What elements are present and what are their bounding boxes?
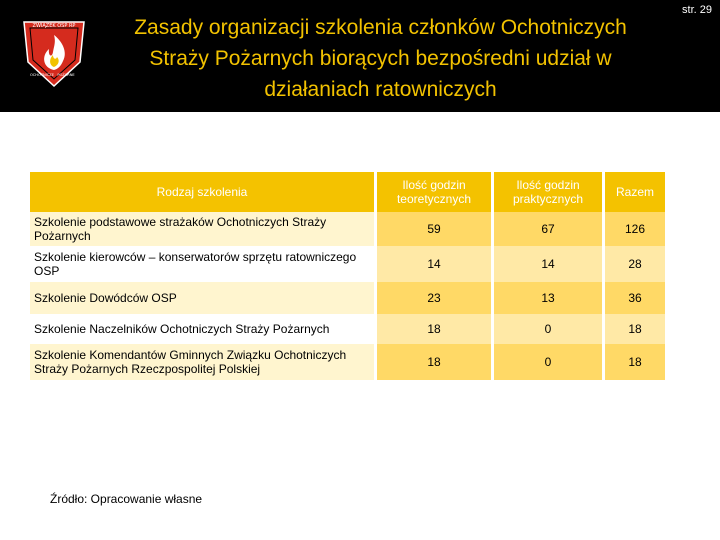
cell-total: 18 xyxy=(604,314,666,344)
cell-total: 18 xyxy=(604,344,666,380)
table-header-row xyxy=(30,172,665,212)
header-cell-type: Rodzaj szkolenia xyxy=(30,172,376,212)
logo-bottom-right-text: POŻARNE xyxy=(57,73,75,77)
table-row xyxy=(30,246,665,282)
cell-theory: 59 xyxy=(376,212,493,246)
logo-bottom-left-text: OCHOTNICZE xyxy=(29,73,55,77)
header-cell-theory: Ilość godzin teoretycznych xyxy=(376,172,493,212)
cell-total: 28 xyxy=(604,246,666,282)
header-cell-total: Razem xyxy=(604,172,666,212)
cell-theory: 18 xyxy=(376,314,493,344)
page-title: Zasady organizacji szkolenia członków Ochotniczych Straży Pożarnych biorących bezpośredni udział w działaniach ratowniczych xyxy=(134,16,627,101)
table-row xyxy=(30,344,665,380)
cell-practice: 0 xyxy=(493,344,604,380)
cell-practice: 13 xyxy=(493,282,604,314)
cell-theory: 18 xyxy=(376,344,493,380)
table-row xyxy=(30,282,665,314)
cell-theory: 14 xyxy=(376,246,493,282)
table-row xyxy=(30,212,665,246)
cell-total: 126 xyxy=(604,212,666,246)
cell-type: Szkolenie Naczelników Ochotniczych Straży Pożarnych xyxy=(30,314,376,344)
logo-top-text: ZWIĄZEK OSP RP xyxy=(32,23,76,29)
table-row xyxy=(30,314,665,344)
header-cell-practice: Ilość godzin praktycznych xyxy=(493,172,604,212)
cell-type: Szkolenie Komendantów Gminnych Związku Ochotniczych Straży Pożarnych Rzeczpospolitej Polskiej xyxy=(30,344,376,380)
cell-total: 36 xyxy=(604,282,666,314)
fire-brigade-emblem-icon xyxy=(18,18,90,90)
source-note: Źródło: Opracowanie własne xyxy=(50,492,203,506)
cell-practice: 14 xyxy=(493,246,604,282)
cell-practice: 0 xyxy=(493,314,604,344)
slide-header xyxy=(0,0,720,112)
cell-type: Szkolenie kierowców – konserwatorów sprzętu ratowniczego OSP xyxy=(30,246,376,282)
cell-theory: 23 xyxy=(376,282,493,314)
cell-type: Szkolenie podstawowe strażaków Ochotniczych Straży Pożarnych xyxy=(30,212,376,246)
cell-practice: 67 xyxy=(493,212,604,246)
cell-type: Szkolenie Dowódców OSP xyxy=(30,282,376,314)
page-number: str. 29 xyxy=(682,4,712,16)
training-table xyxy=(30,172,665,380)
